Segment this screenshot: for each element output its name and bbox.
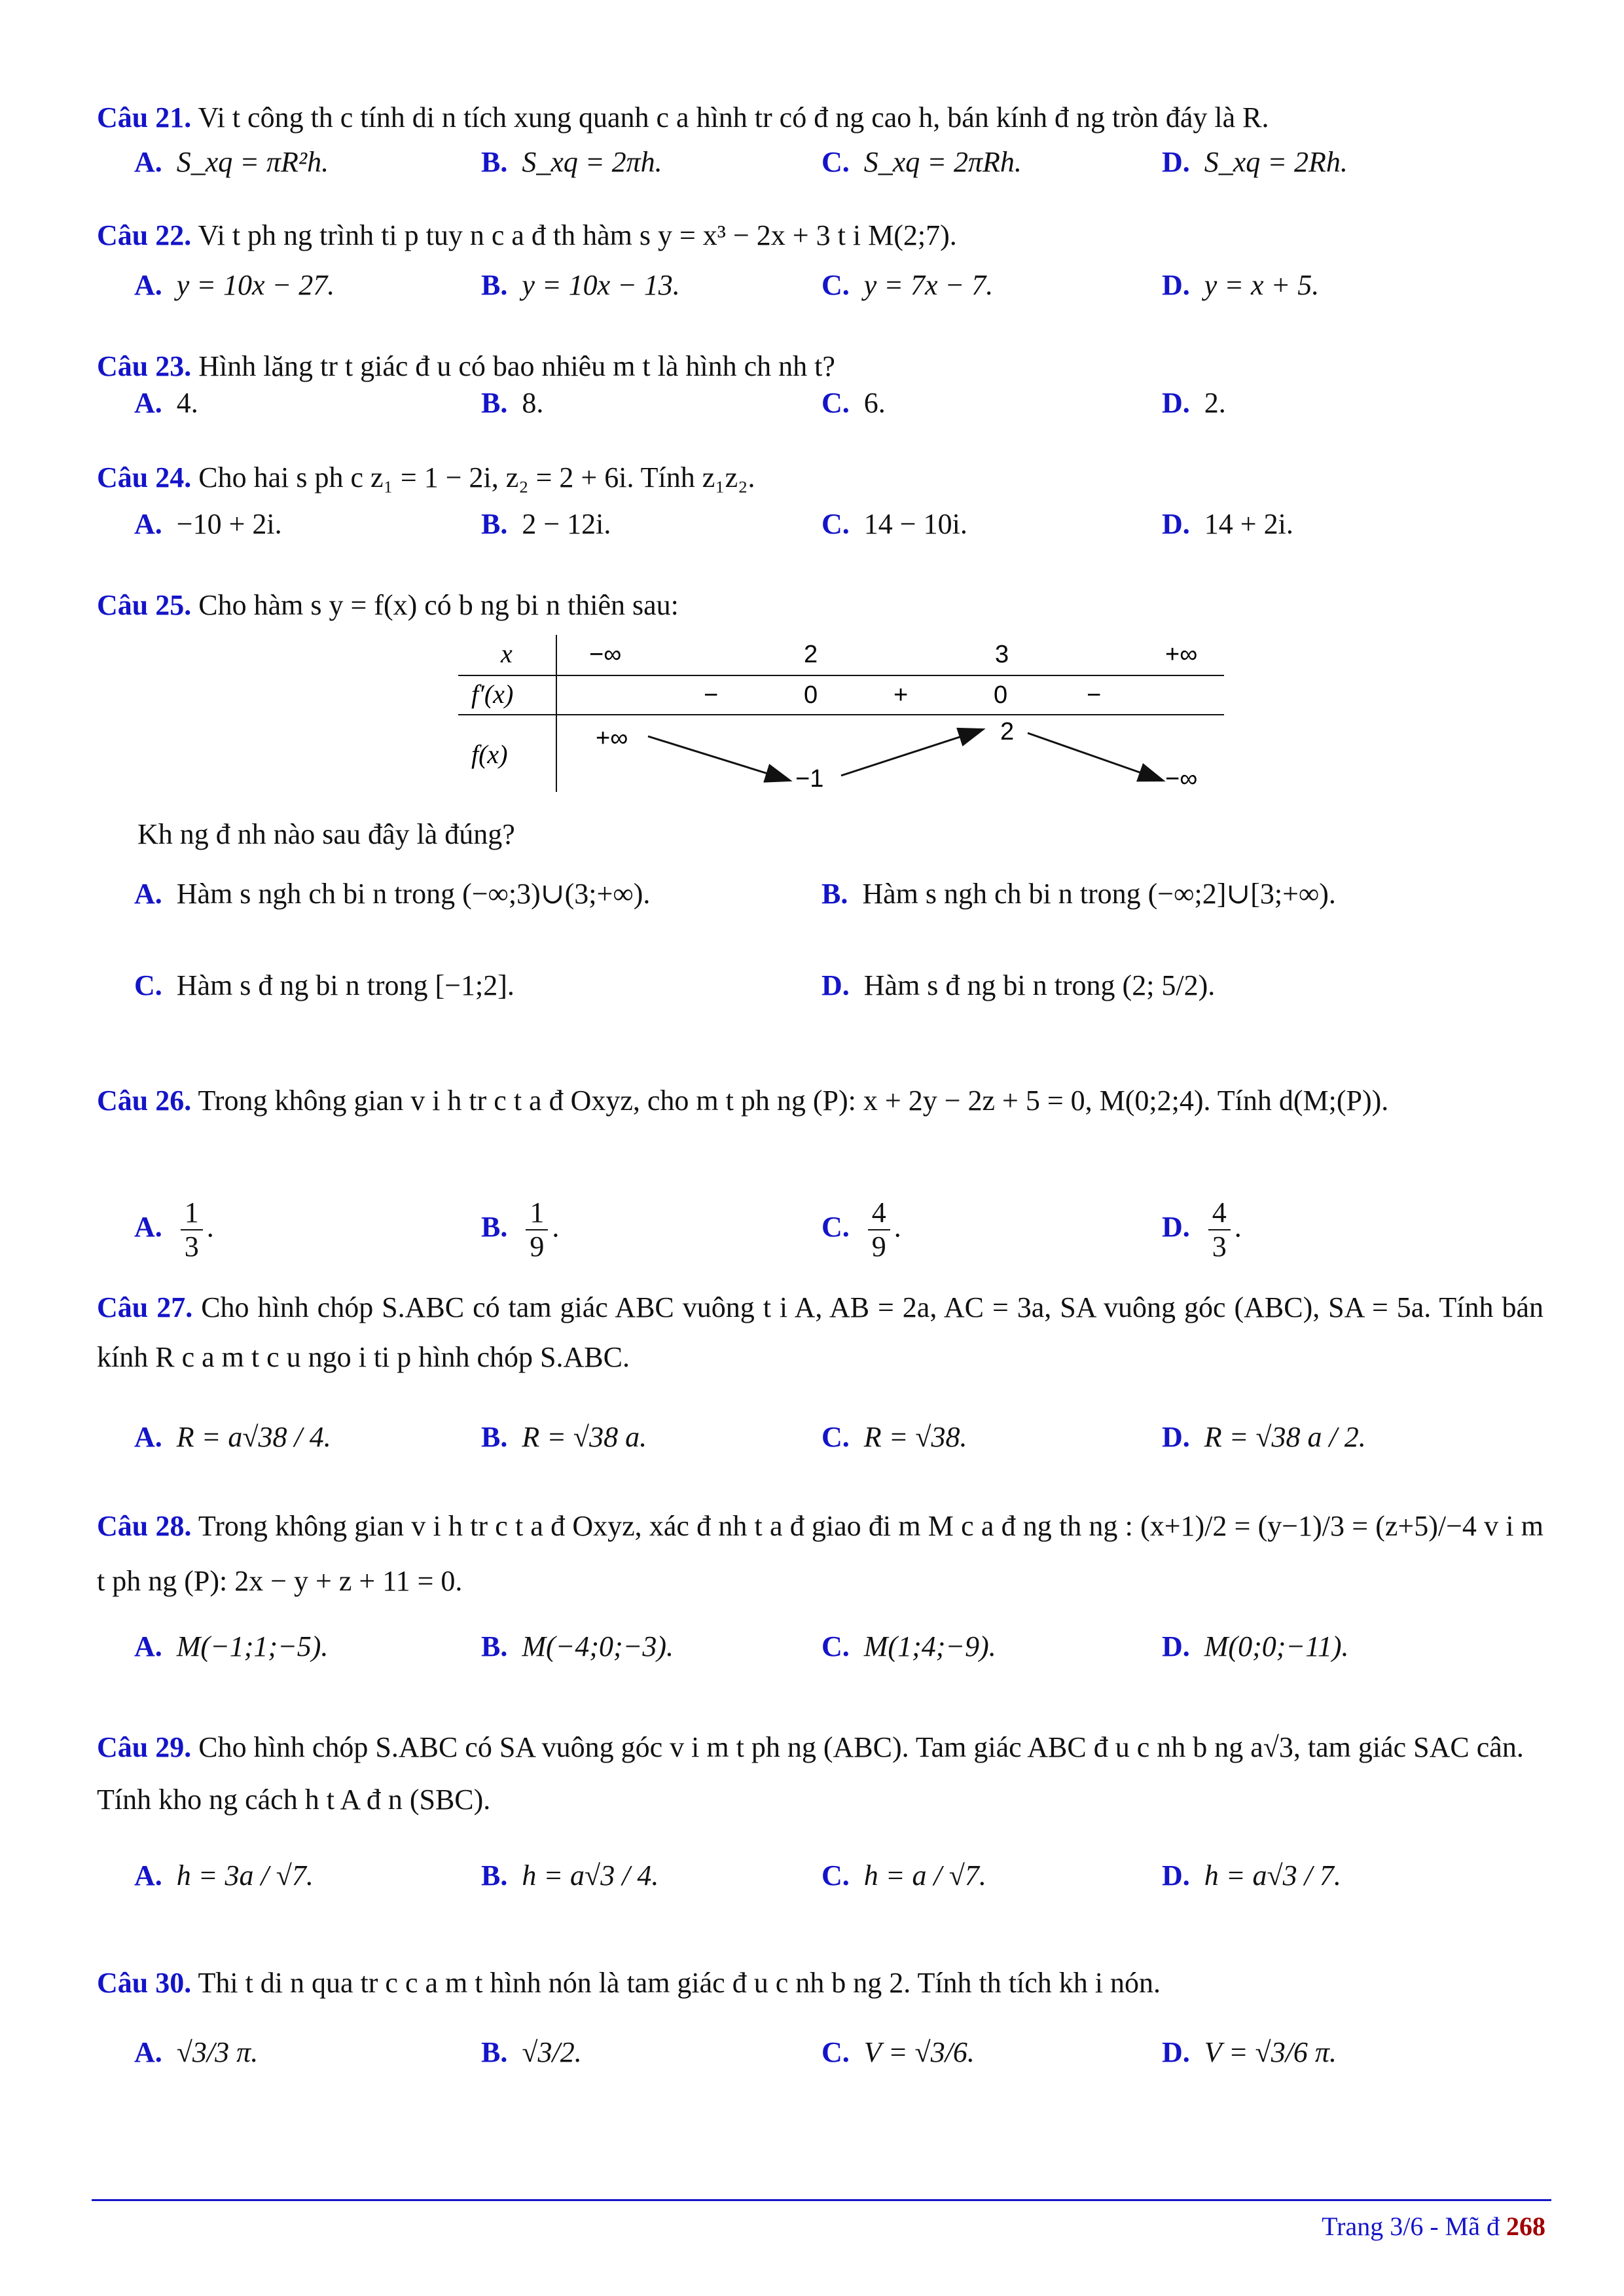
option-a[interactable]: A. $\frac{1}{3}$ . (134, 1196, 214, 1263)
option-a[interactable]: A. −10 + 2i. (134, 508, 282, 540)
option-a[interactable]: A. √3/3 π. (134, 2036, 259, 2068)
option-b[interactable]: B. $\frac{1}{9}$ . (481, 1196, 560, 1263)
option-b[interactable]: B. y = 10x − 13. (481, 269, 680, 301)
option-d[interactable]: D. V = √3/6 π. (1162, 2036, 1337, 2068)
option-b[interactable]: B. h = a√3 / 4. (481, 1859, 659, 1892)
option-d[interactable]: D. 14 + 2i. (1162, 508, 1293, 540)
option-d[interactable]: D. R = √38 a / 2. (1162, 1421, 1366, 1453)
question-26 (97, 1073, 1543, 1128)
table-x-value: 2 (804, 641, 818, 668)
option-b[interactable]: B. 8. (481, 387, 544, 419)
option-a[interactable]: A. M(−1;1;−5). (134, 1630, 329, 1662)
option-a[interactable]: A. R = a√38 / 4. (134, 1421, 331, 1453)
table-f-value: 2 (1000, 718, 1015, 745)
question-number: Câu 26. (97, 1085, 192, 1117)
question-number: Câu 24. (97, 461, 192, 493)
decrease-arrow (648, 736, 789, 780)
question-stem: Trong không gian v i h tr c t a đ Oxyz, cho m t ph ng (P): x + 2y − 2z + 5 = 0, M(0;2;4). Tính d(M;(P)). (198, 1085, 1389, 1117)
question-stem: Cho hàm s y = f(x) có b ng bi n thiên sau: (198, 589, 679, 621)
table-fp-value: 0 (804, 681, 818, 709)
question-22 (97, 216, 1543, 255)
question-number: Câu 30. (97, 1967, 192, 1999)
decrease-arrow (1028, 733, 1162, 780)
question-28 (97, 1499, 1551, 1609)
question-24 (97, 458, 1543, 497)
table-fp-value: − (704, 681, 719, 709)
variation-table (458, 635, 1224, 792)
question-number: Câu 22. (97, 219, 192, 251)
question-stem: Thi t di n qua tr c c a m t hình nón là tam giác đ u c nh b ng 2. Tính th tích kh i nón. (198, 1967, 1161, 1999)
table-f-value: −1 (795, 765, 824, 792)
option-d[interactable]: D. M(0;0;−11). (1162, 1630, 1349, 1662)
table-fp-label: f′(x) (471, 679, 514, 709)
question-number: Câu 29. (97, 1731, 192, 1763)
option-c[interactable]: C. R = √38. (821, 1421, 967, 1453)
increase-arrow (841, 730, 982, 776)
option-d[interactable]: D. h = a√3 / 7. (1162, 1859, 1341, 1892)
table-fp-value: + (893, 681, 909, 709)
question-27 (97, 1283, 1551, 1382)
question-stem: Cho hình chóp S.ABC có tam giác ABC vuông t i A, AB = 2a, AC = 3a, SA vuông góc (ABC), SA = 5a. Tính bán kính R c a m t c u ngo i ti p hình chóp S.ABC. (97, 1291, 1551, 1373)
option-b[interactable]: B. R = √38 a. (481, 1421, 647, 1453)
option-c[interactable]: C. 6. (821, 387, 886, 419)
question-stem: Vi t ph ng trình ti p tuy n c a đ th hàm s y = x³ − 2x + 3 t i M(2;7). (198, 219, 957, 251)
option-d[interactable]: D. $\frac{4}{3}$ . (1162, 1196, 1242, 1263)
option-a[interactable]: A. S_xq = πR²h. (134, 146, 329, 178)
option-c[interactable]: C. $\frac{4}{9}$ . (821, 1196, 901, 1263)
question-number: Câu 23. (97, 350, 192, 382)
option-a[interactable]: A. Hàm s ngh ch bi n trong (−∞;3)∪(3;+∞). (134, 878, 651, 910)
exam-code: 268 (1506, 2212, 1545, 2241)
option-c[interactable]: C. S_xq = 2πRh. (821, 146, 1022, 178)
table-fp-value: 0 (994, 681, 1008, 709)
option-c[interactable]: C. 14 − 10i. (821, 508, 967, 540)
table-x-label: x (501, 639, 513, 668)
table-f-value: −∞ (1165, 765, 1198, 792)
option-c[interactable]: C. V = √3/6. (821, 2036, 975, 2068)
option-d[interactable]: D. Hàm s đ ng bi n trong (2; 5/2). (821, 969, 1216, 1001)
page-footer (1322, 2211, 1545, 2242)
table-f-label: f(x) (471, 740, 508, 769)
question-stem: Cho hai s ph c z₁ = 1 − 2i, z₂ = 2 + 6i. Tính z₁z₂. (198, 461, 755, 493)
question-stem: Trong không gian v i h tr c t a đ Oxyz, xác đ nh t a đ giao đi m M c a đ ng th ng : (x+1)/2 = (y−1)/3 = (z+5)/−4 v i m t ph ng (P): 2x − y + z + 11 = 0. (97, 1510, 1551, 1597)
question-stem: Hình lăng tr t giác đ u có bao nhiêu m t là hình ch nh t? (198, 350, 835, 382)
option-b[interactable]: B. 2 − 12i. (481, 508, 611, 540)
option-a[interactable]: A. 4. (134, 387, 198, 419)
question-number: Câu 28. (97, 1510, 192, 1542)
option-b[interactable]: B. S_xq = 2πh. (481, 146, 662, 178)
option-b[interactable]: B. M(−4;0;−3). (481, 1630, 674, 1662)
question-stem: Vi t công th c tính di n tích xung quanh c a hình tr có đ ng cao h, bán kính đ ng tròn đáy là R. (198, 101, 1269, 134)
option-c[interactable]: C. Hàm s đ ng bi n trong [−1;2]. (134, 969, 514, 1001)
question-30 (97, 1964, 1543, 2003)
footer-page-label: Trang 3/6 - Mã đ (1322, 2212, 1500, 2241)
option-a[interactable]: A. y = 10x − 27. (134, 269, 335, 301)
question-number: Câu 21. (97, 101, 192, 134)
question-23 (97, 347, 1543, 386)
table-x-value: 3 (995, 641, 1009, 668)
table-fp-value: − (1087, 681, 1102, 709)
option-d[interactable]: D. 2. (1162, 387, 1226, 419)
question-25-sub: Kh ng đ nh nào sau đây là đúng? (137, 818, 515, 850)
question-21 (97, 98, 1543, 137)
option-d[interactable]: D. y = x + 5. (1162, 269, 1320, 301)
question-29 (97, 1721, 1543, 1826)
question-stem: Cho hình chóp S.ABC có SA vuông góc v i m t ph ng (ABC). Tam giác ABC đ u c nh b ng a√3, tam giác SAC cân. Tính kho ng cách h t A đ n (SBC). (97, 1731, 1531, 1816)
option-b[interactable]: B. Hàm s ngh ch bi n trong (−∞;2]∪[3;+∞). (821, 878, 1336, 910)
table-x-value: −∞ (589, 641, 622, 668)
question-number: Câu 25. (97, 589, 192, 621)
question-25 (97, 586, 1543, 625)
option-a[interactable]: A. h = 3a / √7. (134, 1859, 314, 1892)
option-d[interactable]: D. S_xq = 2Rh. (1162, 146, 1348, 178)
footer-divider (92, 2199, 1551, 2201)
option-c[interactable]: C. M(1;4;−9). (821, 1630, 996, 1662)
table-f-value: +∞ (596, 725, 628, 752)
option-c[interactable]: C. h = a / √7. (821, 1859, 986, 1892)
option-b[interactable]: B. √3/2. (481, 2036, 582, 2068)
question-number: Câu 27. (97, 1291, 193, 1323)
table-x-value: +∞ (1165, 641, 1198, 668)
option-c[interactable]: C. y = 7x − 7. (821, 269, 994, 301)
